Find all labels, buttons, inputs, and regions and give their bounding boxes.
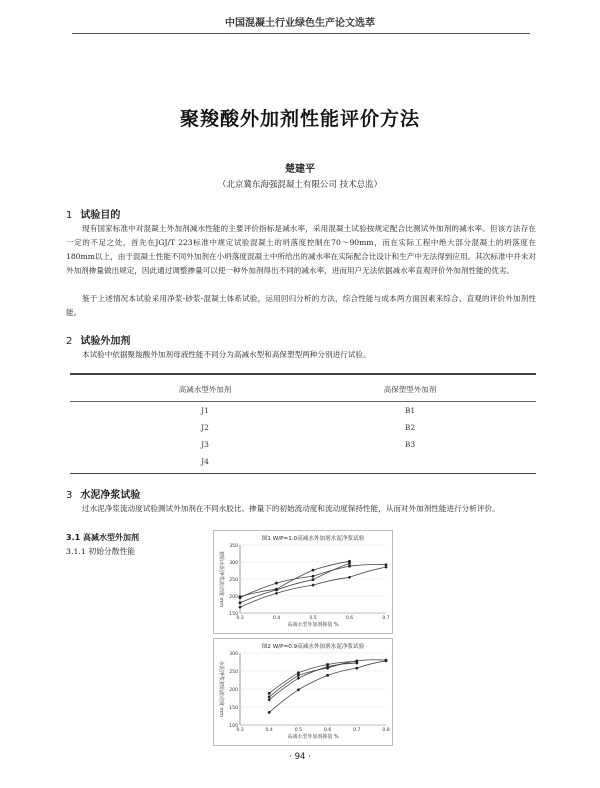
chart-1-point-J3 xyxy=(348,576,351,579)
page-number: · 94 · xyxy=(289,752,311,762)
section-3-title: 水泥净浆试验 xyxy=(80,490,141,501)
chart-2-y-tick-label: 200 xyxy=(229,687,238,693)
author-name: 楚建平 xyxy=(285,164,315,175)
chart-1-x-tick-label: 0.4 xyxy=(272,616,281,621)
chart-2-series-J2-line xyxy=(269,662,357,694)
chart-2-title: 图2 W/P=0.9高减水外加剂水泥净浆试验 xyxy=(261,644,365,650)
chart-1-y-tick-label: 200 xyxy=(229,594,238,600)
table-top-rule xyxy=(70,373,536,375)
subsection-3-1-heading: 3.1 高减水型外加剂 xyxy=(66,533,139,542)
chart-1-point-J1 xyxy=(348,565,351,568)
journal-header: 中国混凝土行业绿色生产论文选萃 xyxy=(225,18,375,29)
chart-1-point-J4 xyxy=(239,595,242,598)
chart-2-xlabel: 高减水型外加剂掺量 % xyxy=(287,734,339,740)
section-3-number: 3 xyxy=(66,490,73,501)
chart-1-y-tick-label: 250 xyxy=(229,577,238,583)
chart-1-y-tick-label: 350 xyxy=(229,543,238,549)
chart-1-point-J2 xyxy=(312,578,315,581)
table-cell: B2 xyxy=(404,423,416,432)
chart-2-point-J4 xyxy=(326,674,329,677)
table-bottom-rule xyxy=(70,473,536,474)
chart-1-x-tick-label: 0.6 xyxy=(345,616,354,621)
chart-1-point-J1 xyxy=(312,575,315,578)
section-1-paragraph-1: 现有国家标准中对混凝土外加剂减水性能的主要评价指标是减水率，采用混凝土试验按规定配合比测试外加剂的减水率。但该方法存在一定的不足之处，首先在JGJ/T 223标准中规定试验混凝土的坍落度控制在70～90mm，而在实际工程中绝大部分混凝土的坍落度在180mm以上，由于混凝土性能不同外加剂在小坍落度混凝土中所给出的减水率在实际配合比设计和生产中无法得到应用。其次标准中并未对外加剂掺量做出规定，因此通过调整掺量可以使一种外加剂得出不同的减水率，进而用户无法依据减水率直观评价外加剂性能的优劣。 xyxy=(66,224,536,275)
chart-1-y-tick-label: 150 xyxy=(229,611,238,617)
chart-2-y-tick-label: 300 xyxy=(229,651,238,657)
chart-2-point-J4 xyxy=(268,711,271,714)
table-header-rule xyxy=(70,401,536,402)
chart-2-y-tick-label: 150 xyxy=(229,705,238,711)
section-1-paragraph-2: 鉴于上述情况本试验采用净浆-砂浆-混凝土体系试验，运用回归分析的方法，综合性能与成本两方面因素来综合、直观的评价外加剂性能。 xyxy=(66,294,536,317)
chart-2-point-J1 xyxy=(268,696,271,699)
chart-1-x-tick-label: 0.5 xyxy=(309,616,317,621)
chart-2-x-tick-label: 0.8 xyxy=(382,728,390,733)
chart-1-x-tick-label: 0.3 xyxy=(236,616,244,621)
section-3-heading xyxy=(66,486,140,501)
header-rule xyxy=(72,33,530,34)
chart-1-series-J3-line xyxy=(240,567,386,607)
chart-1-point-J4 xyxy=(275,588,278,591)
table-header-2: 高保塑型外加剂 xyxy=(383,385,437,394)
chart-2-x-tick-label: 0.3 xyxy=(236,728,244,733)
chart-1-title: 图1 W/P=1.0高减水外加剂水泥净浆试验 xyxy=(261,536,365,542)
chart-2-y-tick-label: 250 xyxy=(229,669,238,675)
chart-2-ylabel: 水泥净浆初始流动度 mm xyxy=(218,660,224,718)
chart-1-y-tick-label: 300 xyxy=(229,560,238,566)
chart-2-point-J4 xyxy=(385,660,388,663)
section-1-title: 试验目的 xyxy=(80,210,121,221)
section-2-title: 试验外加剂 xyxy=(80,336,131,347)
chart-2-point-J2 xyxy=(268,692,271,695)
chart-2-point-J4 xyxy=(355,667,358,670)
section-3-paragraph-1: 过水泥净浆流动度试验测试外加剂在不同水胶比、掺量下的初始流动度和流动度保持性能，从而对外加剂性能进行分析评价。 xyxy=(82,504,500,513)
subsection-3-1-1-heading: 3.1.1 初始分散性能 xyxy=(66,547,136,556)
chart-2-x-tick-label: 0.7 xyxy=(353,728,361,733)
chart-2-point-J4 xyxy=(297,688,300,691)
section-2-number: 2 xyxy=(66,336,73,347)
chart-2-point-J2 xyxy=(297,672,300,675)
table-cell: J1 xyxy=(201,406,209,415)
section-2-heading xyxy=(66,332,130,347)
author-affiliation: （北京冀东海强混凝土有限公司 技术总监） xyxy=(217,180,383,190)
chart-2-y-tick-label: 100 xyxy=(229,723,238,729)
chart-1-point-J4 xyxy=(312,569,315,572)
chart-1-point-J3 xyxy=(384,565,387,568)
chart-1-point-J3 xyxy=(275,592,278,595)
section-1-heading xyxy=(66,206,120,221)
chart-1-point-J3 xyxy=(311,583,314,586)
table-cell: J4 xyxy=(201,457,209,466)
section-1-number: 1 xyxy=(66,210,73,221)
chart-1 xyxy=(213,530,393,634)
chart-1-xlabel: 高减水型外加剂掺量 % xyxy=(287,622,339,628)
chart-1-series-J2-line xyxy=(240,563,350,602)
chart-2-x-tick-label: 0.5 xyxy=(294,728,303,733)
chart-1-x-tick-label: 0.7 xyxy=(382,616,390,621)
chart-1-point-J3 xyxy=(238,606,241,609)
chart-1-svg xyxy=(214,531,392,633)
chart-2-svg xyxy=(214,639,392,745)
section-2-paragraph-1: 本试验中依据聚羧酸外加剂母液性能不同分为高减水型和高保塑型两种分别进行试验。 xyxy=(82,350,371,359)
chart-1-point-J1 xyxy=(275,582,278,585)
paper-title: 聚羧酸外加剂性能评价方法 xyxy=(179,108,420,130)
chart-2-x-tick-label: 0.6 xyxy=(323,728,332,733)
chart-1-ylabel: 初始水泥净浆流动度 mm xyxy=(218,550,224,608)
table-cell: B3 xyxy=(404,440,416,449)
table-header-1: 高减水型外加剂 xyxy=(178,385,232,394)
chart-2-point-J1 xyxy=(297,674,300,677)
chart-2-x-tick-label: 0.4 xyxy=(265,728,273,733)
table-cell: B1 xyxy=(404,406,416,415)
chart-2 xyxy=(213,638,393,746)
chart-1-point-J2 xyxy=(239,602,242,605)
chart-1-point-J4 xyxy=(348,560,351,563)
table-cell: J2 xyxy=(201,423,209,432)
table-cell: J3 xyxy=(201,440,209,449)
